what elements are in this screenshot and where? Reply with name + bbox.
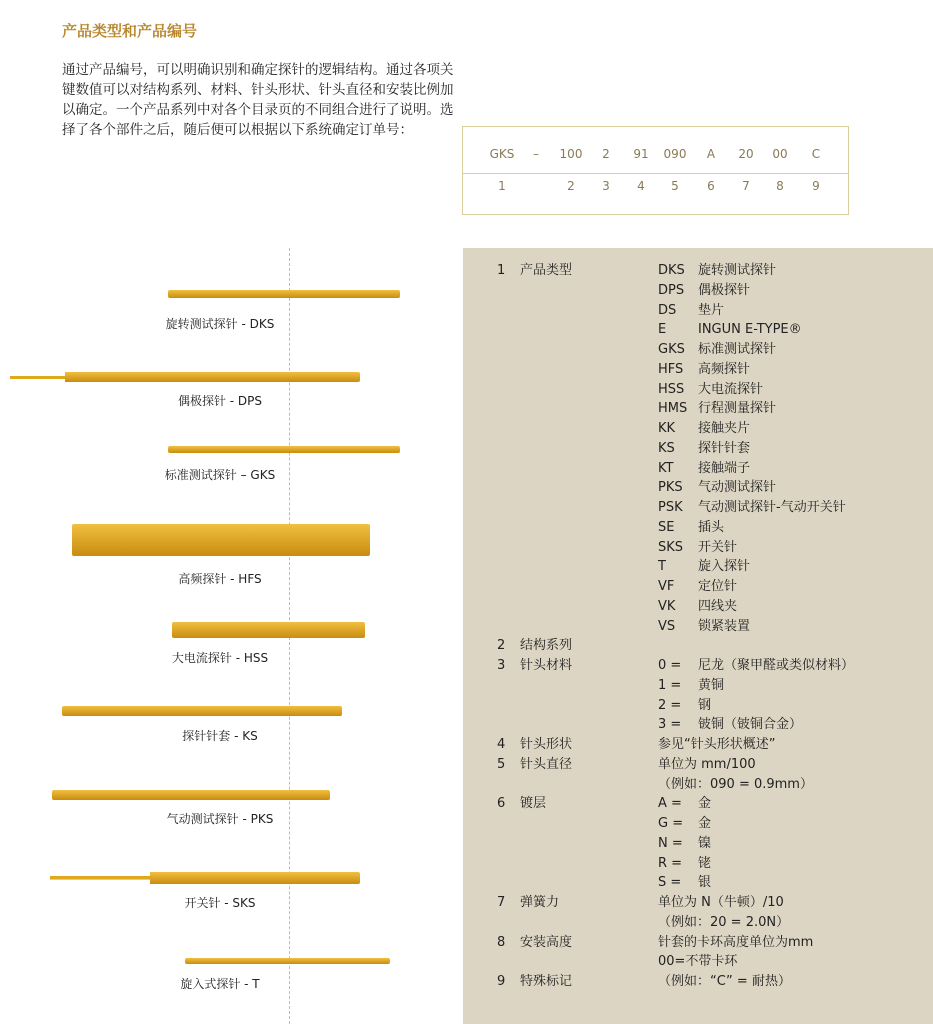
code-part: 2	[602, 147, 610, 161]
code-part: 00	[772, 147, 788, 161]
code-part: 100	[559, 147, 583, 161]
item-description: 金	[698, 796, 712, 812]
legend-row	[463, 715, 933, 735]
code-index: 5	[671, 179, 679, 193]
code-index: 6	[707, 179, 715, 193]
probe-image	[168, 446, 400, 453]
legend-panel	[463, 248, 933, 1024]
legend-row	[463, 933, 933, 953]
code-index: 7	[742, 179, 750, 193]
probe-label: 偶极探针 - DPS	[177, 394, 263, 408]
item-code: 0 =	[658, 658, 682, 673]
legend-row	[463, 735, 933, 755]
item-number: 7	[497, 895, 506, 910]
legend-row	[463, 261, 933, 281]
legend-row	[463, 419, 933, 439]
item-code: G =	[658, 816, 684, 831]
item-code: E	[658, 322, 667, 338]
item-description: 旋入探针	[698, 559, 751, 575]
item-code: GKS	[658, 342, 685, 357]
item-code: A =	[658, 796, 682, 812]
item-description: 偶极探针	[698, 282, 751, 298]
probe-image	[185, 958, 390, 964]
legend-row	[463, 399, 933, 419]
item-description: 定位针	[698, 579, 738, 594]
item-description: 高频探针	[698, 361, 751, 377]
item-description: 铑	[698, 855, 712, 871]
legend-row	[463, 518, 933, 538]
probe-image	[52, 790, 330, 800]
legend-row	[463, 320, 933, 340]
item-description: 垫片	[698, 302, 725, 318]
item-code: T	[658, 559, 666, 575]
legend-row	[463, 557, 933, 577]
item-description: 气动测试探针-气动开关针	[698, 500, 846, 515]
legend-row	[463, 814, 933, 834]
legend-row	[463, 301, 933, 321]
item-description: 行程测量探针	[698, 401, 777, 417]
code-index: 8	[776, 179, 784, 193]
code-index: 2	[567, 179, 575, 193]
item-description: 钢	[698, 697, 712, 713]
probe-label: 旋转测试探针 - DKS	[165, 317, 275, 331]
item-code: PSK	[658, 500, 683, 515]
item-code: 参见“针头形状概述”	[658, 737, 776, 752]
legend-row	[463, 893, 933, 913]
item-label: 特殊标记	[520, 974, 573, 989]
legend-row	[463, 656, 933, 676]
item-code: HMS	[658, 401, 688, 417]
item-description: 旋转测试探针	[698, 263, 777, 278]
item-code: VK	[658, 598, 676, 614]
item-number: 2	[497, 638, 506, 654]
probe-label: 大电流探针 - HSS	[171, 651, 269, 665]
order-code-example	[462, 126, 849, 215]
probe-label: 气动测试探针 - PKS	[166, 812, 274, 826]
item-description: 大电流探针	[698, 381, 764, 397]
probe-label: 标准测试探针 – GKS	[164, 468, 276, 482]
probe-image	[72, 524, 370, 556]
legend-row	[463, 498, 933, 518]
probe-label: 高频探针 - HFS	[178, 572, 262, 586]
probe-label: 旋入式探针 - T	[180, 977, 260, 991]
item-number: 5	[497, 756, 506, 772]
item-label: 针头形状	[520, 737, 573, 752]
item-label: 针头材料	[520, 658, 573, 673]
legend-row	[463, 340, 933, 360]
probe-image	[172, 622, 365, 638]
legend-row	[463, 281, 933, 301]
code-index: 3	[602, 179, 610, 193]
item-label: 安装高度	[520, 934, 573, 950]
legend-row	[463, 538, 933, 558]
item-code: KS	[658, 440, 675, 456]
item-description: 尼龙（聚甲醛或类似材料）	[698, 658, 855, 673]
code-part: GKS	[489, 147, 515, 161]
item-code: 针套的卡环高度单位为mm	[658, 934, 814, 950]
legend-row	[463, 617, 933, 637]
item-label: 结构系列	[520, 638, 573, 654]
item-description: 开关针	[698, 539, 738, 555]
code-part: 090	[663, 147, 687, 161]
legend-row	[463, 577, 933, 597]
legend-row	[463, 794, 933, 814]
item-code: 3 =	[658, 717, 682, 733]
item-code: SE	[658, 519, 675, 535]
item-label: 产品类型	[520, 263, 573, 278]
item-description: 铍铜（铍铜合金）	[698, 717, 803, 733]
probe-image	[168, 290, 400, 298]
item-code: 单位为 N（牛顿）/10	[658, 895, 784, 910]
code-part: A	[706, 147, 716, 161]
legend-row	[463, 478, 933, 498]
code-part: 20	[738, 147, 754, 161]
item-description: 标准测试探针	[698, 342, 777, 357]
item-description: 四线夹	[698, 598, 738, 614]
item-code: KK	[658, 421, 676, 436]
item-description: 气动测试探针	[698, 480, 777, 496]
legend-row	[463, 636, 933, 656]
item-number: 3	[497, 658, 506, 673]
item-label: 弹簧力	[520, 895, 560, 910]
legend-row	[463, 972, 933, 992]
legend-row	[463, 775, 933, 795]
item-code: HSS	[658, 381, 685, 397]
item-code: N =	[658, 835, 683, 851]
item-description: 金	[698, 816, 712, 831]
item-number: 9	[497, 974, 506, 989]
legend-row	[463, 676, 933, 696]
legend-row	[463, 834, 933, 854]
item-code: 2 =	[658, 697, 682, 713]
item-number: 6	[497, 796, 506, 812]
probe-image	[10, 372, 360, 382]
legend-row	[463, 459, 933, 479]
item-description: INGUN E-TYPE®	[698, 322, 802, 338]
item-number: 1	[497, 263, 506, 278]
legend-row	[463, 696, 933, 716]
item-code: VF	[658, 579, 675, 594]
item-description: 黄铜	[698, 677, 725, 693]
item-description: 插头	[698, 519, 725, 535]
code-index: 9	[812, 179, 820, 193]
probe-label: 探针针套 - KS	[182, 729, 258, 743]
item-code: KT	[658, 460, 674, 476]
code-part: C	[811, 147, 821, 161]
item-description: 锁紧装置	[698, 618, 751, 634]
item-description: 接触夹片	[698, 421, 751, 436]
legend-row	[463, 439, 933, 459]
probe-label: 开关针 - SKS	[184, 896, 256, 910]
code-index: 1	[498, 179, 506, 193]
item-code: 00=不带卡环	[658, 954, 738, 970]
item-code: DPS	[658, 282, 685, 298]
legend-row	[463, 952, 933, 972]
item-code: HFS	[658, 361, 684, 377]
item-number: 8	[497, 934, 506, 950]
item-code: DS	[658, 302, 677, 318]
item-code: 1 =	[658, 677, 682, 693]
item-description: 探针针套	[698, 440, 751, 456]
legend-row	[463, 913, 933, 933]
legend-row	[463, 755, 933, 775]
item-label: 针头直径	[520, 756, 573, 772]
item-label: 镀层	[520, 796, 547, 812]
item-description: 银	[698, 875, 712, 891]
probe-image	[62, 706, 342, 716]
item-code: 单位为 mm/100	[658, 756, 756, 772]
legend-row	[463, 380, 933, 400]
intro-text: 通过产品编号，可以明确识别和确定探针的逻辑结构。通过各项关键数值可以对结构系列、材料、针头形状、针头直径和安装比例加以确定。一个产品系列中对各个目录页的不同组合进行了说明。选择了各个部件之后，随后便可以根据以下系统确定订单号：	[62, 62, 454, 138]
page-title: 产品类型和产品编号	[62, 22, 198, 40]
code-part: 91	[633, 147, 649, 161]
item-number: 4	[497, 737, 506, 752]
item-description: 镍	[698, 835, 712, 851]
code-index: 4	[637, 179, 645, 193]
probe-image	[50, 872, 360, 884]
code-part: –	[533, 147, 539, 161]
item-code: DKS	[658, 263, 685, 278]
item-code: VS	[658, 618, 676, 634]
item-description: 接触端子	[698, 460, 751, 476]
item-code: S =	[658, 875, 682, 891]
item-code: （例如：20 = 2.0N）	[658, 914, 790, 930]
legend-row	[463, 854, 933, 874]
legend-row	[463, 360, 933, 380]
item-code: （例如：“C” = 耐热）	[658, 974, 791, 989]
item-code: R =	[658, 855, 683, 871]
divider	[463, 173, 848, 174]
legend-row	[463, 597, 933, 617]
item-code: （例如：090 = 0.9mm）	[658, 776, 813, 792]
item-code: PKS	[658, 480, 683, 496]
item-code: SKS	[658, 539, 684, 555]
legend-row	[463, 873, 933, 893]
